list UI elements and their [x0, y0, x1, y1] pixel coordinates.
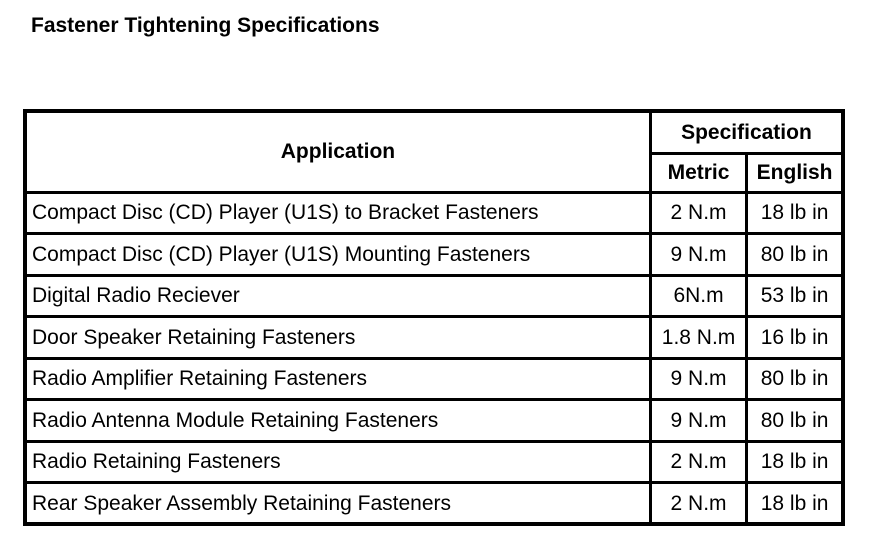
english-cell: 53 lb in	[747, 275, 843, 317]
metric-cell: 2 N.m	[650, 483, 746, 525]
metric-cell: 6N.m	[650, 275, 746, 317]
fastener-spec-table	[23, 109, 845, 526]
application-cell: Compact Disc (CD) Player (U1S) Mounting Fasteners	[25, 234, 650, 276]
english-cell: 18 lb in	[747, 441, 843, 483]
metric-cell: 2 N.m	[650, 192, 746, 234]
table-row	[25, 275, 843, 317]
application-cell: Door Speaker Retaining Fasteners	[25, 317, 650, 359]
table-row	[25, 400, 843, 442]
table-header-row	[25, 111, 843, 153]
english-cell: 80 lb in	[747, 358, 843, 400]
application-cell: Digital Radio Reciever	[25, 275, 650, 317]
table-row	[25, 234, 843, 276]
table-row	[25, 483, 843, 525]
application-cell: Compact Disc (CD) Player (U1S) to Bracket Fasteners	[25, 192, 650, 234]
table-row	[25, 317, 843, 359]
english-cell: 16 lb in	[747, 317, 843, 359]
application-cell: Radio Retaining Fasteners	[25, 441, 650, 483]
metric-header: Metric	[650, 153, 746, 192]
table-row	[25, 441, 843, 483]
page-title: Fastener Tightening Specifications	[31, 14, 380, 37]
english-cell: 80 lb in	[747, 400, 843, 442]
table-row	[25, 192, 843, 234]
english-header: English	[747, 153, 843, 192]
application-cell: Rear Speaker Assembly Retaining Fasteners	[25, 483, 650, 525]
english-cell: 18 lb in	[747, 192, 843, 234]
table-row	[25, 358, 843, 400]
application-cell: Radio Antenna Module Retaining Fasteners	[25, 400, 650, 442]
application-cell: Radio Amplifier Retaining Fasteners	[25, 358, 650, 400]
metric-cell: 2 N.m	[650, 441, 746, 483]
metric-cell: 9 N.m	[650, 234, 746, 276]
metric-cell: 9 N.m	[650, 400, 746, 442]
metric-cell: 1.8 N.m	[650, 317, 746, 359]
english-cell: 18 lb in	[747, 483, 843, 525]
application-header: Application	[25, 111, 650, 192]
metric-cell: 9 N.m	[650, 358, 746, 400]
english-cell: 80 lb in	[747, 234, 843, 276]
specification-header: Specification	[650, 111, 843, 153]
